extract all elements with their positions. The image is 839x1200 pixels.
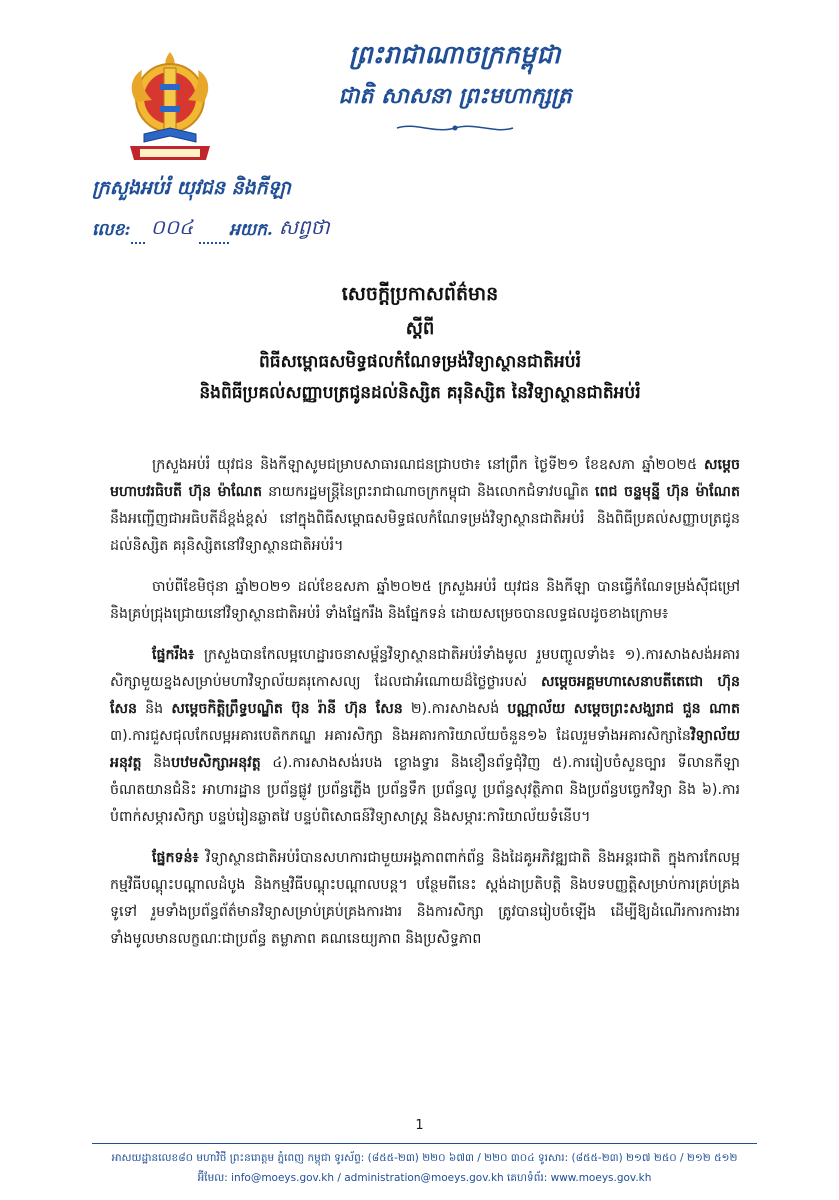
bold-run: បឋមសិក្សាអនុវត្ត <box>171 755 261 771</box>
ref-number: ០០៤ <box>150 215 194 239</box>
bold-run: សម្តេចកិត្តិព្រឹទ្ធបណ្ឌិត ប៊ុន រ៉ានី ហ៊ុន សែន <box>171 701 403 717</box>
section-heading: ផ្នែករឹង៖ <box>152 647 195 663</box>
ref-handwritten: សព្វថា <box>278 215 330 239</box>
bold-run: ពេជ ចន្ទមុន្នី ហ៊ុន ម៉ាណែត <box>595 484 740 500</box>
text-run: ២).ការសាងសង់ <box>402 701 508 717</box>
bold-run: បណ្ណាល័យ សម្តេចព្រះសង្ឃរាជ ជួន ណាត <box>507 701 741 717</box>
text-run: នឹងអញ្ជើញជាអធិបតីដ៏ខ្ពង់ខ្ពស់ នៅក្នុងពិធីសម្ពោធសមិទ្ធផលកំណែទម្រង់វិទ្យាស្ថានជាតិអប់រំ និងពិធីប្រគល់សញ្ញាបត្រជូនដល់និស្សិត គរុនិស្សិតនៅវិទ្យាស្ថានជាតិអប់រំ។ <box>110 511 740 554</box>
bold-run: សម្តេចអគ្គមហាសេនាបតីតេជោ ហ៊ុន សែន <box>110 674 740 717</box>
page-number: 1 <box>415 1118 424 1133</box>
paragraph-4 <box>110 845 740 953</box>
title-line-2: ស្តីពី <box>405 318 435 339</box>
ref-label: លេខ: <box>92 220 131 240</box>
nation-motto: ជាតិ សាសនា ព្រះមហាក្សត្រ <box>338 83 572 109</box>
paragraph-3 <box>110 642 740 831</box>
ref-suffix: អយក. <box>229 220 273 240</box>
title-line-1: សេចក្តីប្រកាសព័ត៌មាន <box>341 283 499 305</box>
ministry-name: ក្រសួងអប់រំ យុវជន និងកីឡា <box>92 177 291 199</box>
paragraph-2: ចាប់ពីខែមិថុនា ឆ្នាំ២០២១ ដល់ខែឧសភា ឆ្នាំ២០២៥ ក្រសួងអប់រំ យុវជន និងកីឡា បានធ្វើកំណែទម្រង់ស៊ីជម្រៅ និងគ្រប់ជ្រុងជ្រោយនៅវិទ្យាស្ថានជាតិអប់រំ ទាំងផ្នែករឹង និងផ្នែកទន់ ដោយសម្រេចបានលទ្ធផលដូចខាងក្រោម៖ <box>110 579 740 622</box>
national-motto <box>290 40 620 136</box>
footer-contact <box>92 1148 757 1188</box>
title-line-3: ពិធីសម្ពោធសមិទ្ធផលកំណែទម្រង់វិទ្យាស្ថានជាតិអប់រំ <box>259 352 581 372</box>
ref-dots <box>131 224 145 244</box>
footer-address: អាសយដ្ឋានលេខ៨០ មហាវិថី ព្រះនរោត្តម ភ្នំពេញ កម្ពុជា ទូរស័ព្ទ: (៨៥៥-២៣) ២២០ ៦៧៣ / ២២០ ៣០៤ ទូរសារ: (៨៥៥-២៣) ២១៧ ២៥០ / ២១២ ៥១២ <box>111 1152 738 1164</box>
bold-run: វិទ្យាល័យអនុវត្ត <box>110 728 740 771</box>
title-line-4: និងពិធីប្រគល់សញ្ញាបត្រជូនដល់និស្សិត គរុនិស្សិត នៃវិទ្យាស្ថានជាតិអប់រំ <box>199 383 641 403</box>
footer-divider <box>92 1143 757 1144</box>
text-run: និង <box>137 701 172 717</box>
text-run: ៤).ការសាងសង់របង ខ្លោងទ្វារ និងខឿនព័ទ្ធជុំវិញ ៥).ការរៀបចំសួនច្បារ ទីលានកីឡា ចំណតយានជំនិះ អាហារដ្ឋាន ប្រព័ន្ធផ្លូវ ប្រព័ន្ធភ្លើង ប្រព័ន្ធទឹក ប្រព័ន្ធលូ ប្រព័ន្ធសុវត្ថិភាព និងប្រព័ន្ធបច្ចេកវិទ្យា និង ៦).ការបំពាក់សម្ភារសិក្សា បន្ទប់រៀនឆ្លាតវៃ បន្ទប់ពិសោធន៍វិទ្យាសាស្ត្រ និងសម្ភារៈការិយាល័យទំនើប។ <box>110 755 740 825</box>
document-body <box>110 452 740 967</box>
section-heading: ផ្នែកទន់៖ <box>152 850 199 866</box>
text-run: នាយករដ្ឋមន្ត្រីនៃព្រះរាជាណាចក្រកម្ពុជា និងលោកជំទាវបណ្ឌិត <box>261 484 595 500</box>
text-run: និង <box>141 755 172 771</box>
document-title <box>120 282 720 407</box>
ref-dots <box>199 224 229 244</box>
reference-line <box>92 214 336 244</box>
ornament-divider-icon <box>395 120 515 136</box>
paragraph-1 <box>110 452 740 560</box>
footer-email-web: អ៊ីមែល: info@moeys.gov.kh / administration@moeys.gov.kh គេហទំព័រ: www.moeys.gov.kh <box>197 1172 652 1184</box>
kingdom-name: ព្រះរាជាណាចក្រកម្ពុជា <box>349 40 561 69</box>
text-run: វិទ្យាស្ថានជាតិអប់រំបានសហការជាមួយអង្គភាពពាក់ព័ន្ធ និងដៃគូអភិវឌ្ឍជាតិ និងអន្តរជាតិ ក្នុងការកែលម្អកម្មវិធីបណ្តុះបណ្តាលដំបូង និងកម្មវិធីបណ្តុះបណ្តាលបន្ត។ បន្ថែមពីនេះ ស្តង់ដាប្រតិបត្តិ និងបទបញ្ញត្តិសម្រាប់ការគ្រប់គ្រងទូទៅ រួមទាំងប្រព័ន្ធព័ត៌មានវិទ្យាសម្រាប់គ្រប់គ្រងការងារ និងការសិក្សា ត្រូវបានរៀបចំឡើង ដើម្បីឱ្យដំណើរការការងារទាំងមូលមានលក្ខណៈជាប្រព័ន្ធ តម្លាភាព គណនេយ្យភាព និងប្រសិទ្ធភាព <box>110 850 740 947</box>
text-run: ក្រសួងអប់រំ យុវជន និងកីឡាសូមជម្រាបសាធារណជនជ្រាបថា៖ នៅព្រឹក ថ្ងៃទី២១ ខែឧសភា ឆ្នាំ២០២៥ <box>152 457 704 473</box>
text-run: ៣).ការជួសជុលកែលម្អអគារបេតិកភណ្ឌ អគារសិក្សា និងអគារការិយាល័យចំនួន១៦ ដែលរួមទាំងអគារសិក្សានៃ <box>110 728 691 744</box>
bold-run: សម្តេចមហាបវរធិបតី ហ៊ុន ម៉ាណែត <box>110 457 740 500</box>
text-run: ក្រសួងបានកែលម្អហេដ្ឋារចនាសម្ព័ន្ធវិទ្យាស្ថានជាតិអប់រំទាំងមូល រួមបញ្ចូលទាំង៖ ១).ការសាងសង់អគារសិក្សាមួយខ្នងសម្រាប់មហាវិទ្យាល័យគរុកោសល្យ ដែលជាអំណោយដ៏ថ្លៃថ្លារបស់ <box>110 647 740 690</box>
ministry-emblem-icon <box>122 48 218 168</box>
